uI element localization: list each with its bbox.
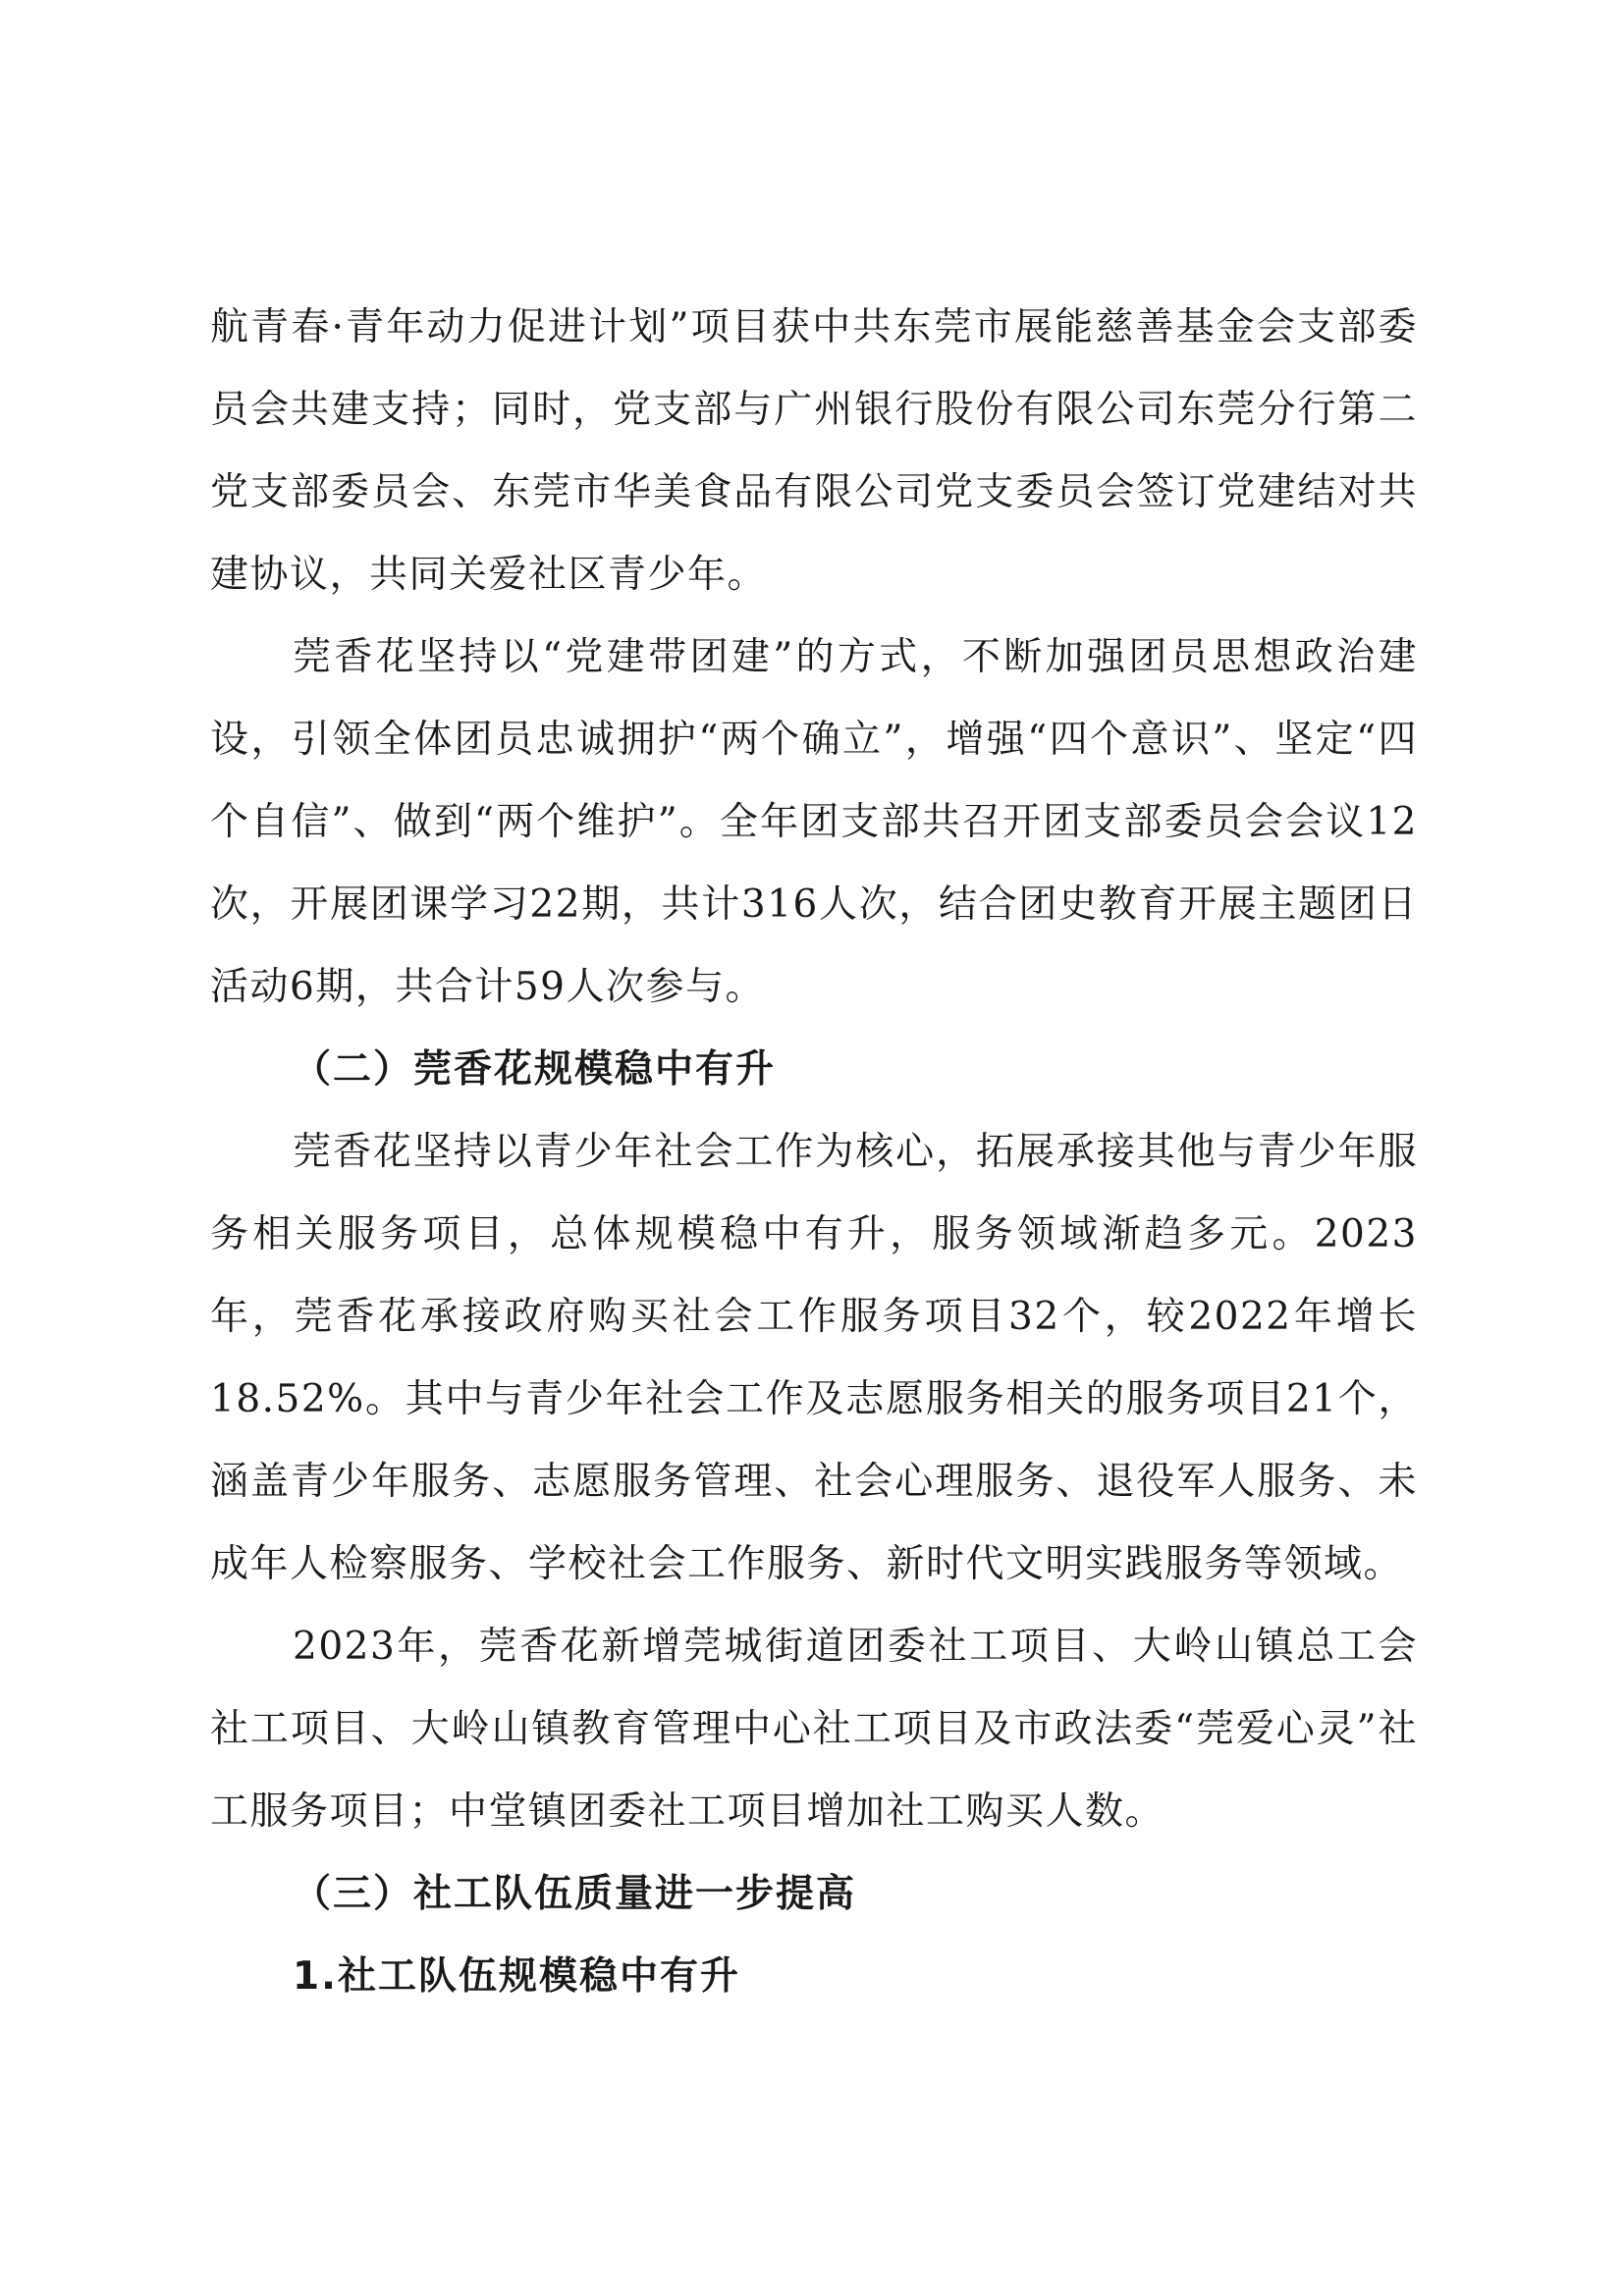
subsection-heading-1: 1.社工队伍规模稳中有升 — [293, 1954, 740, 1999]
paragraph-new-projects: 2023年，莞香花新增莞城街道团委社工项目、大岭山镇总工会社工项目、大岭山镇教育管理中心社工项目及市政法委“莞爱心灵”社工服务项目；中堂镇团委社工项目增加社工购买人数。 — [210, 1625, 1418, 1834]
paragraph-league-building: 莞香花坚持以“党建带团建”的方式，不断加强团员思想政治建设，引领全体团员忠诚拥护“两个确立”，增强“四个意识”、坚定“四个自信”、做到“两个维护”。全年团支部共召开团支部委员会会议12次，开展团课学习22期，共计316人次，结合团史教育开展主题团日活动6期，共合计59人次参与。 — [210, 635, 1418, 1009]
paragraph-scale-growth: 莞香花坚持以青少年社会工作为核心，拓展承接其他与青少年服务相关服务项目，总体规模稳中有升，服务领域渐趋多元。2023年，莞香花承接政府购买社会工作服务项目32个，较2022年增长18.52%。其中与青少年社会工作及志愿服务相关的服务项目21个，涵盖青少年服务、志愿服务管理、社会心理服务、退役军人服务、未成年人检察服务、学校社会工作服务、新时代文明实践服务等领域。 — [210, 1130, 1418, 1586]
paragraph-party-cobuilding: 航青春·青年动力促进计划”项目获中共东莞市展能慈善基金会支部委员会共建支持；同时，党支部与广州银行股份有限公司东莞分行第二党支部委员会、东莞市华美食品有限公司党支委员会签订党建结对共建协议，共同关爱社区青少年。 — [210, 305, 1418, 597]
section-heading-2: （二）莞香花规模稳中有升 — [293, 1047, 777, 1092]
section-heading-3: （三）社工队伍质量进一步提高 — [293, 1872, 857, 1916]
document-body — [210, 287, 1418, 2018]
